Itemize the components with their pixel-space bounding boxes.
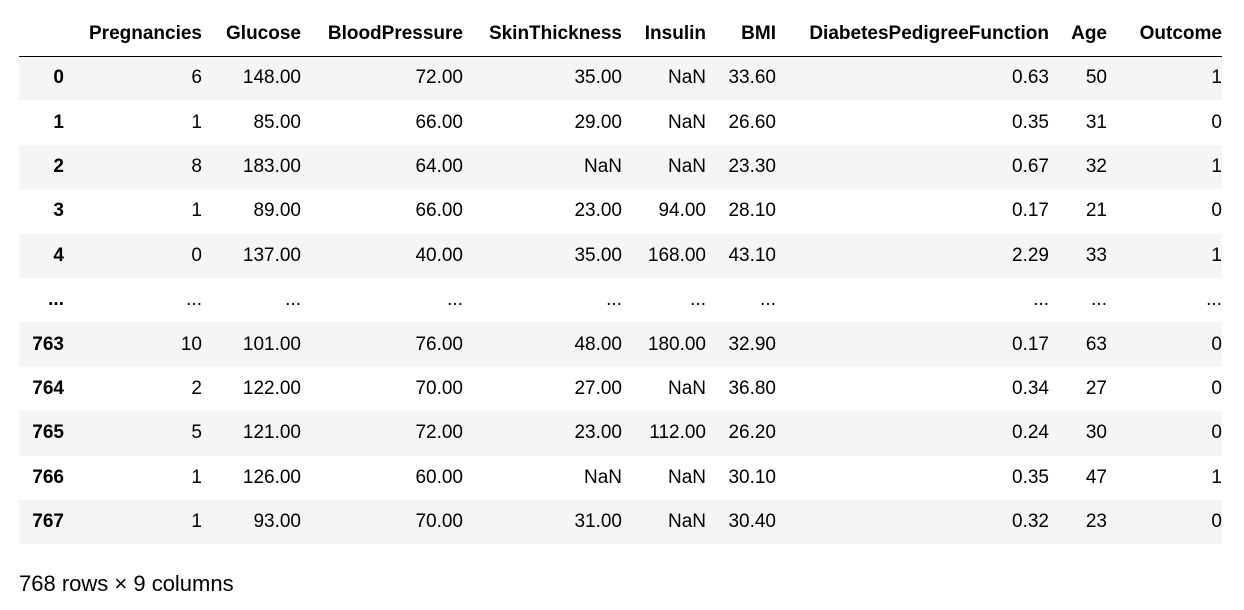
table-cell: 30.40	[728, 511, 776, 533]
table-cell: 33.60	[728, 67, 776, 89]
table-cell: ...	[606, 289, 622, 311]
row-index: 764	[32, 377, 64, 399]
table-cell: 76.00	[415, 333, 463, 355]
row-index: 4	[53, 244, 64, 266]
table-cell: 31.00	[574, 511, 622, 533]
row-index: 2	[53, 155, 64, 177]
column-header: Pregnancies	[64, 12, 202, 56]
dataframe-shape-caption: 768 rows × 9 columns	[19, 571, 234, 596]
table-cell: 0.17	[1012, 333, 1049, 355]
table-cell: 43.10	[728, 244, 776, 266]
table-cell: NaN	[583, 155, 622, 177]
table-cell: 0.17	[1012, 200, 1049, 222]
table-cell: 1	[1211, 155, 1222, 177]
table-cell: 0	[1211, 111, 1222, 133]
table-cell: NaN	[667, 111, 706, 133]
table-cell: 1	[1211, 466, 1222, 488]
table-cell: 0	[191, 244, 202, 266]
table-cell: 126.00	[242, 466, 301, 488]
table-cell: NaN	[667, 511, 706, 533]
table-cell: 8	[191, 155, 202, 177]
table-cell: 183.00	[242, 155, 301, 177]
table-cell: 1	[191, 511, 202, 533]
row-index: 1	[53, 111, 64, 133]
table-cell: 27.00	[574, 377, 622, 399]
table-cell: 70.00	[415, 377, 463, 399]
table-cell: 0	[1211, 422, 1222, 444]
table-row	[19, 189, 1222, 233]
column-header: SkinThickness	[463, 12, 622, 56]
dataframe-table	[19, 12, 1222, 544]
table-row	[19, 234, 1222, 278]
row-index: ...	[48, 289, 64, 311]
table-cell: 23.30	[728, 155, 776, 177]
table-row	[19, 500, 1222, 544]
table-cell: 5	[191, 422, 202, 444]
table-row	[19, 145, 1222, 189]
table-header	[19, 12, 1222, 56]
table-cell: 0.63	[1012, 67, 1049, 89]
column-header: BloodPressure	[301, 12, 463, 56]
table-cell: 122.00	[242, 377, 301, 399]
table-cell: 1	[1211, 244, 1222, 266]
table-cell: 2	[191, 377, 202, 399]
table-cell: 180.00	[647, 333, 706, 355]
table-cell: 27	[1085, 377, 1107, 399]
table-cell: ...	[285, 289, 301, 311]
table-cell: 33	[1085, 244, 1107, 266]
table-cell: 1	[191, 200, 202, 222]
table-row	[19, 367, 1222, 411]
table-cell: 101.00	[242, 333, 301, 355]
index-header	[19, 12, 64, 56]
table-cell: 36.80	[728, 377, 776, 399]
table-cell: 137.00	[242, 244, 301, 266]
table-cell: 1	[191, 466, 202, 488]
table-cell: 94.00	[658, 200, 706, 222]
table-cell: 30.10	[728, 466, 776, 488]
table-cell: 23.00	[574, 422, 622, 444]
table-row	[19, 411, 1222, 455]
table-cell: 31	[1085, 111, 1107, 133]
table-cell: NaN	[667, 377, 706, 399]
row-index: 3	[53, 200, 64, 222]
table-cell: 148.00	[242, 67, 301, 89]
table-cell: 66.00	[415, 200, 463, 222]
table-cell: 89.00	[253, 200, 301, 222]
table-cell: 93.00	[253, 511, 301, 533]
row-index: 767	[32, 511, 64, 533]
table-cell: 0	[1211, 200, 1222, 222]
table-cell: 23.00	[574, 200, 622, 222]
table-row	[19, 56, 1222, 100]
table-cell: 30	[1085, 422, 1107, 444]
column-header: BMI	[706, 12, 776, 56]
table-cell: 2.29	[1012, 244, 1049, 266]
table-cell: 32	[1085, 155, 1107, 177]
table-cell: 121.00	[242, 422, 301, 444]
table-cell: ...	[1206, 289, 1222, 311]
table-cell: 0	[1211, 333, 1222, 355]
table-cell: 60.00	[415, 466, 463, 488]
table-cell: NaN	[583, 466, 622, 488]
table-cell: 0.34	[1012, 377, 1049, 399]
table-cell: 26.60	[728, 111, 776, 133]
table-row	[19, 278, 1222, 322]
dataframe-output	[19, 12, 1222, 544]
table-cell: 23	[1085, 511, 1107, 533]
table-cell: 66.00	[415, 111, 463, 133]
table-cell: NaN	[667, 466, 706, 488]
table-cell: 47	[1085, 466, 1107, 488]
table-cell: 112.00	[649, 422, 706, 444]
table-cell: 28.10	[728, 200, 776, 222]
table-cell: 0.32	[1012, 511, 1049, 533]
table-cell: 40.00	[415, 244, 463, 266]
row-index: 0	[53, 67, 64, 89]
table-cell: 6	[191, 67, 202, 89]
column-header: Age	[1049, 12, 1107, 56]
table-cell: 85.00	[253, 111, 301, 133]
table-cell: NaN	[667, 67, 706, 89]
table-cell: 64.00	[415, 155, 463, 177]
table-cell: ...	[760, 289, 776, 311]
row-index: 763	[32, 333, 64, 355]
table-cell: 29.00	[574, 111, 622, 133]
table-body	[19, 56, 1222, 544]
table-row	[19, 322, 1222, 366]
table-cell: 0.35	[1012, 466, 1049, 488]
table-cell: ...	[186, 289, 202, 311]
table-cell: 0	[1211, 511, 1222, 533]
table-cell: ...	[690, 289, 706, 311]
table-cell: 1	[1211, 67, 1222, 89]
table-cell: 48.00	[574, 333, 622, 355]
table-cell: 35.00	[574, 244, 622, 266]
table-cell: 72.00	[415, 422, 463, 444]
table-cell: 63	[1085, 333, 1107, 355]
table-cell: 21	[1085, 200, 1107, 222]
row-index: 765	[32, 422, 64, 444]
table-cell: 35.00	[574, 67, 622, 89]
table-cell: ...	[1091, 289, 1107, 311]
table-row	[19, 456, 1222, 500]
table-cell: 0	[1211, 377, 1222, 399]
table-cell: ...	[447, 289, 463, 311]
table-cell: 0.67	[1012, 155, 1049, 177]
table-cell: 10	[180, 333, 202, 355]
table-row	[19, 100, 1222, 144]
column-header: Insulin	[622, 12, 706, 56]
table-cell: 0.35	[1012, 111, 1049, 133]
column-header: Outcome	[1107, 12, 1222, 56]
table-cell: 168.00	[647, 244, 706, 266]
table-cell: 0.24	[1012, 422, 1049, 444]
table-cell: 70.00	[415, 511, 463, 533]
table-cell: 26.20	[728, 422, 776, 444]
column-header: DiabetesPedigreeFunction	[776, 12, 1049, 56]
table-cell: 50	[1085, 67, 1107, 89]
row-index: 766	[32, 466, 64, 488]
column-header: Glucose	[202, 12, 301, 56]
table-cell: 32.90	[728, 333, 776, 355]
table-cell: 72.00	[415, 67, 463, 89]
table-cell: NaN	[667, 155, 706, 177]
header-row	[19, 12, 1222, 56]
table-cell: ...	[1033, 289, 1049, 311]
table-cell: 1	[191, 111, 202, 133]
